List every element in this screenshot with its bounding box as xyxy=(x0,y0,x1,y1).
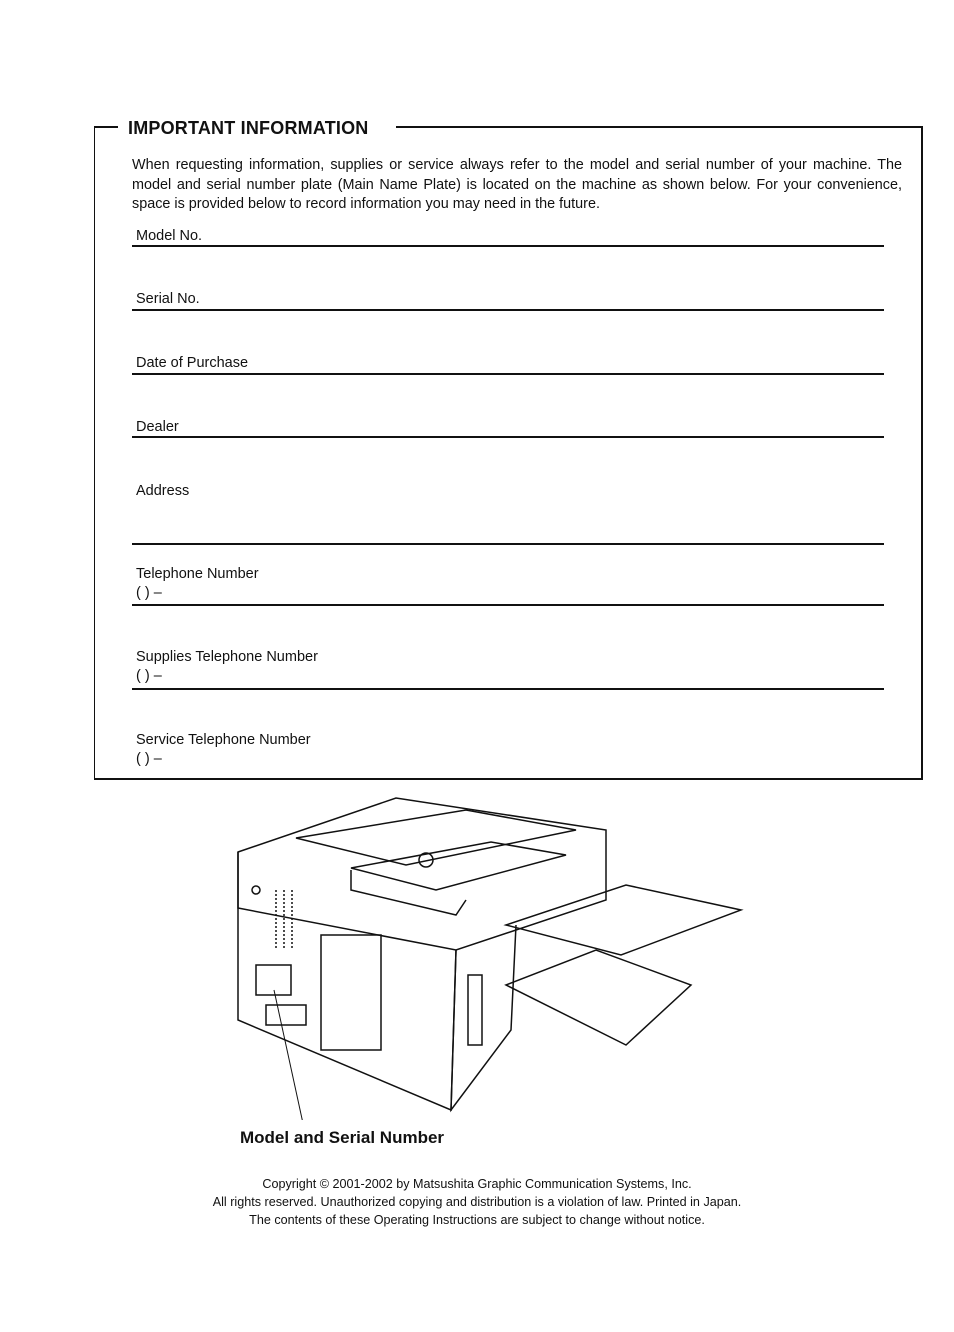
serial-no-label: Serial No. xyxy=(136,291,200,307)
supplies-telephone-format: ( ) – xyxy=(136,668,162,684)
supplies-telephone-label: Supplies Telephone Number xyxy=(136,649,318,665)
machine-top-outline xyxy=(238,798,606,950)
address-line[interactable] xyxy=(132,543,884,545)
control-panel xyxy=(351,842,566,890)
name-plate xyxy=(256,965,291,995)
model-no-label: Model No. xyxy=(136,228,203,244)
callout-line xyxy=(274,990,304,1120)
handle xyxy=(266,1005,306,1025)
figure-caption: Model and Serial Number xyxy=(240,1128,445,1147)
front-cover-edge xyxy=(351,870,466,915)
intro-text: When requesting information, supplies or service always refer to the model and serial number of your machine. The model and serial number plate (Main Name Plate) is located on the machine as shown below. For your convenience, space is provided below to record information you may need in the future. xyxy=(132,157,902,212)
dealer-line[interactable] xyxy=(132,436,884,438)
telephone-line[interactable] xyxy=(132,604,884,606)
copyright-line-3: The contents of these Operating Instructions are subject to change without notice. xyxy=(249,1213,705,1227)
front-door xyxy=(321,935,381,1050)
box-top-border-right xyxy=(396,126,922,128)
telephone-format: ( ) – xyxy=(136,585,162,601)
lower-output-tray xyxy=(506,950,691,1045)
dealer-label: Dealer xyxy=(136,419,179,435)
box-top-border-left xyxy=(94,126,118,128)
address-label: Address xyxy=(136,483,190,499)
service-telephone-label: Service Telephone Number xyxy=(136,732,311,748)
important-information-box xyxy=(94,126,923,780)
machine-front-face xyxy=(451,925,516,1110)
side-connectors xyxy=(468,975,482,1045)
service-telephone-format: ( ) – xyxy=(136,751,162,767)
fax-machine-illustration xyxy=(226,790,766,1120)
serial-no-line[interactable] xyxy=(132,309,884,311)
important-information-title: IMPORTANT INFORMATION xyxy=(128,118,369,138)
machine-left-face xyxy=(238,852,456,1110)
upper-output-tray xyxy=(506,885,741,955)
date-of-purchase-line[interactable] xyxy=(132,373,884,375)
copyright-line-1: Copyright © 2001-2002 by Matsushita Graphic Communication Systems, Inc. xyxy=(262,1177,692,1191)
supplies-telephone-line[interactable] xyxy=(132,688,884,690)
telephone-label: Telephone Number xyxy=(136,566,259,582)
copyright-line-2: All rights reserved. Unauthorized copying and distribution is a violation of law. Printed in Japan. xyxy=(212,1195,742,1209)
copyright-notice xyxy=(0,1175,954,1229)
model-no-line[interactable] xyxy=(132,245,884,247)
indicator-icon xyxy=(252,886,260,894)
date-of-purchase-label: Date of Purchase xyxy=(136,355,249,371)
intro-paragraph xyxy=(132,156,902,215)
